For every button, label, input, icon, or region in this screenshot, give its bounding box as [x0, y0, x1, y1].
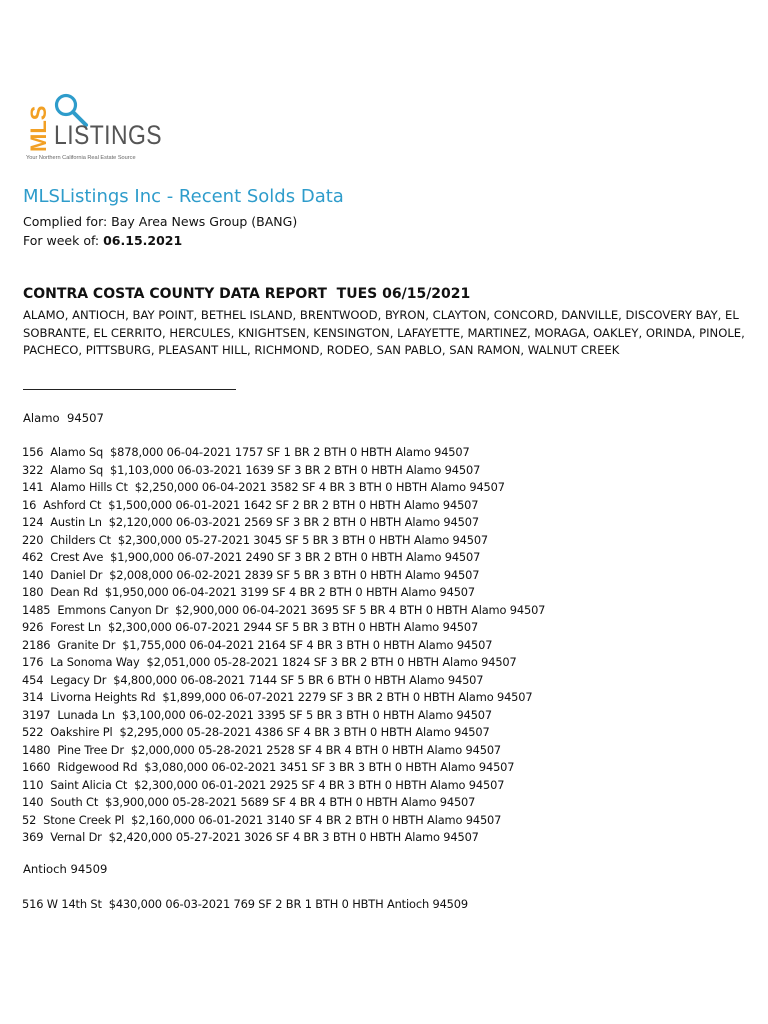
listing-row: 516 W 14th St $430,000 06-03-2021 769 SF 2 BR 1 BTH 0 HBTH Antioch 94509 [22, 897, 468, 911]
logo-tagline: Your Northern California Real Estate Source [26, 155, 136, 161]
week-label: For week of: [23, 233, 104, 248]
listing-row: 522 Oakshire Pl $2,295,000 05-28-2021 4386 SF 4 BR 3 BTH 0 HBTH Alamo 94507 [22, 725, 490, 739]
listing-row: 314 Livorna Heights Rd $1,899,000 06-07-2021 2279 SF 3 BR 2 BTH 0 HBTH Alamo 94507 [22, 690, 533, 704]
logo-wordmark: LISTINGS [54, 120, 162, 150]
listing-row: 16 Ashford Ct $1,500,000 06-01-2021 1642 SF 2 BR 2 BTH 0 HBTH Alamo 94507 [22, 497, 479, 512]
listing-row: 322 Alamo Sq $1,103,000 06-03-2021 1639 SF 3 BR 2 BTH 0 HBTH Alamo 94507 [22, 462, 481, 477]
section-label-alamo: Alamo 94507 [23, 411, 104, 425]
listing-row: 124 Austin Ln $2,120,000 06-03-2021 2569 SF 3 BR 2 BTH 0 HBTH Alamo 94507 [22, 515, 479, 529]
page-title: MLSListings Inc - Recent Solds Data [23, 186, 344, 207]
listing-row: 462 Crest Ave $1,900,000 06-07-2021 2490 SF 3 BR 2 BTH 0 HBTH Alamo 94507 [22, 550, 481, 564]
listing-row: 1480 Pine Tree Dr $2,000,000 05-28-2021 2528 SF 4 BR 4 BTH 0 HBTH Alamo 94507 [22, 742, 502, 757]
listing-row: 3197 Lunada Ln $3,100,000 06-02-2021 3395 SF 5 BR 3 BTH 0 HBTH Alamo 94507 [22, 707, 492, 722]
listing-list-antioch [22, 896, 468, 914]
logo-mark-text: MLS [26, 105, 51, 152]
listing-row: 926 Forest Ln $2,300,000 06-07-2021 2944 SF 5 BR 3 BTH 0 HBTH Alamo 94507 [22, 620, 479, 634]
listing-row: 2186 Granite Dr $1,755,000 06-04-2021 2164 SF 4 BR 3 BTH 0 HBTH Alamo 94507 [22, 637, 493, 652]
divider-rule [23, 389, 236, 390]
city-list: ALAMO, ANTIOCH, BAY POINT, BETHEL ISLAND, BRENTWOOD, BYRON, CLAYTON, CONCORD, DANVILLE, DISCOVERY BAY, EL SOBRANTE, EL CERRITO, HERCULES, KNIGHTSEN, KENSINGTON, LAFAYETTE, MARTINEZ, MORAGA, OAKLEY, ORINDA, PINOLE, PACHECO, PITTSBURG, PLEASANT HILL, RICHMOND, RODEO, SAN PABLO, SAN RAMON, WALNUT CREEK [23, 308, 745, 357]
compiled-for-line: Complied for: Bay Area News Group (BANG) [23, 214, 298, 229]
listing-list-alamo [22, 444, 545, 847]
listing-row: 140 Daniel Dr $2,008,000 06-02-2021 2839 SF 5 BR 3 BTH 0 HBTH Alamo 94507 [22, 567, 480, 582]
listing-row: 140 South Ct $3,900,000 05-28-2021 5689 SF 4 BR 4 BTH 0 HBTH Alamo 94507 [22, 795, 476, 809]
listing-row: 1485 Emmons Canyon Dr $2,900,000 06-04-2021 3695 SF 5 BR 4 BTH 0 HBTH Alamo 94507 [22, 602, 546, 617]
listing-row: 176 La Sonoma Way $2,051,000 05-28-2021 1824 SF 3 BR 2 BTH 0 HBTH Alamo 94507 [22, 655, 517, 669]
listing-row: 369 Vernal Dr $2,420,000 05-27-2021 3026 SF 4 BR 3 BTH 0 HBTH Alamo 94507 [22, 830, 479, 844]
listing-row: 1660 Ridgewood Rd $3,080,000 06-02-2021 3451 SF 3 BR 3 BTH 0 HBTH Alamo 94507 [22, 760, 515, 774]
listing-row: 180 Dean Rd $1,950,000 06-04-2021 3199 SF 4 BR 2 BTH 0 HBTH Alamo 94507 [22, 585, 475, 599]
listing-row: 454 Legacy Dr $4,800,000 06-08-2021 7144 SF 5 BR 6 BTH 0 HBTH Alamo 94507 [22, 672, 484, 687]
week-value: 06.15.2021 [103, 233, 183, 248]
listing-row: 220 Childers Ct $2,300,000 05-27-2021 3045 SF 5 BR 3 BTH 0 HBTH Alamo 94507 [22, 532, 489, 547]
section-label-antioch: Antioch 94509 [23, 862, 108, 876]
mlslistings-logo [24, 92, 162, 168]
report-heading: CONTRA COSTA COUNTY DATA REPORT TUES 06/15/2021 [23, 286, 471, 302]
week-line [23, 233, 182, 248]
listing-row: 156 Alamo Sq $878,000 06-04-2021 1757 SF 1 BR 2 BTH 0 HBTH Alamo 94507 [22, 445, 470, 459]
listing-row: 52 Stone Creek Pl $2,160,000 06-01-2021 3140 SF 4 BR 2 BTH 0 HBTH Alamo 94507 [22, 812, 502, 827]
listing-row: 110 Saint Alicia Ct $2,300,000 06-01-2021 2925 SF 4 BR 3 BTH 0 HBTH Alamo 94507 [22, 777, 505, 792]
listing-row: 141 Alamo Hills Ct $2,250,000 06-04-2021 3582 SF 4 BR 3 BTH 0 HBTH Alamo 94507 [22, 480, 505, 494]
